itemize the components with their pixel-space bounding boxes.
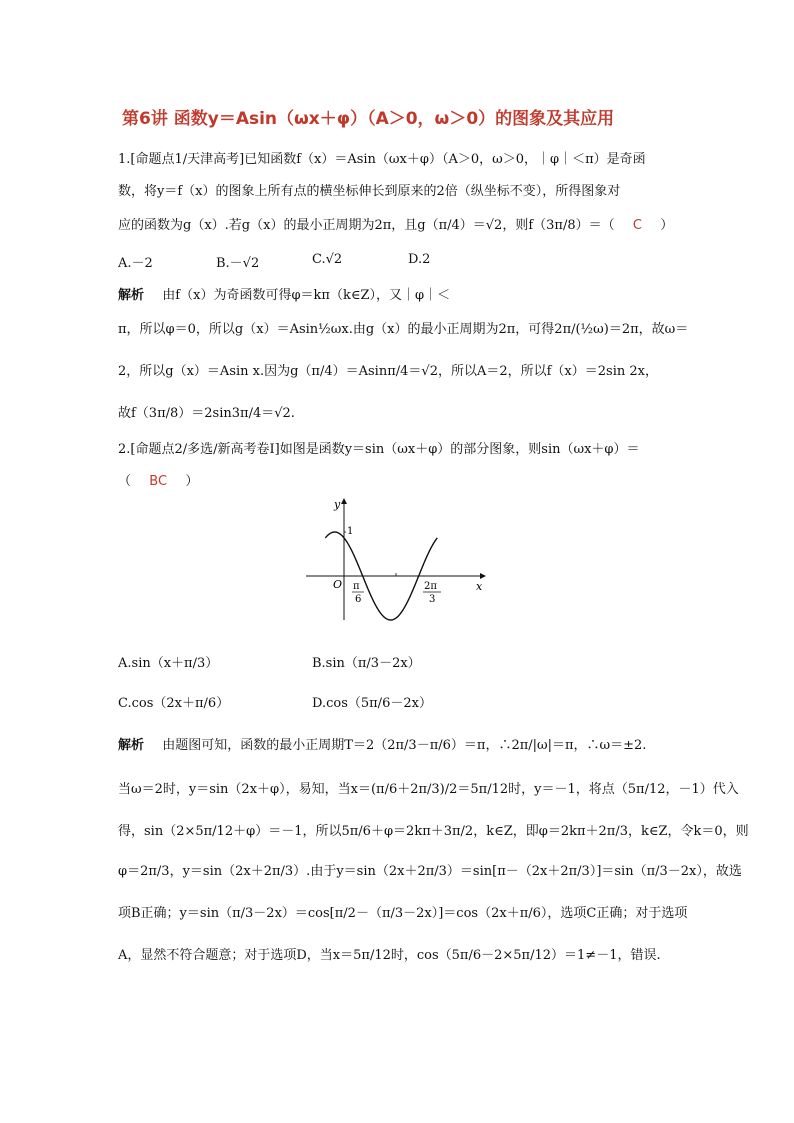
q2-stem-line2: [118, 470, 198, 489]
q2-analysis-line5: 项B正确；y＝sin（π/3－2x）＝cos[π/2－（π/3－2x）]＝cos（2x＋π/6），选项C正确；对于选项: [118, 906, 688, 921]
q2-analysis-line4: φ＝2π/3，y＝sin（2x＋2π/3）.由于y＝sin（2x＋2π/3）＝sin[π－（2x＋2π/3）]＝sin（π/3－2x），故选: [118, 864, 742, 879]
q2-open-paren: （: [118, 474, 132, 489]
origin-label: O: [333, 578, 343, 591]
q2-option-c: C.cos（2x＋π/6）: [118, 696, 230, 711]
q1-stem-line3: [118, 214, 673, 233]
q1-analysis-label: 解析: [118, 288, 145, 303]
q2-analysis-label: 解析: [118, 738, 145, 753]
q2-analysis-line2: 当ω＝2时，y＝sin（2x＋φ），易知，当x＝(π/6＋2π/3)/2＝5π/12时，y＝－1，将点（5π/12，－1）代入: [118, 782, 739, 797]
q1-stem-line2: 数，将y＝f（x）的图象上所有点的横坐标伸长到原来的2倍（纵坐标不变），所得图象对: [118, 184, 621, 199]
tick1-denominator: 6: [355, 594, 362, 605]
x-axis-arrow: [480, 573, 486, 579]
q2-option-d: D.cos（5π/6－2x）: [312, 696, 432, 711]
q2-stem-line1: 2.[命题点2/多选/新高考卷Ⅰ]如图是函数y＝sin（ωx＋φ）的部分图象，则sin（ωx＋φ）＝: [118, 442, 640, 457]
y-axis-label: y: [334, 498, 341, 511]
page-title: 第6讲 函数y＝Asin（ωx＋φ）（A＞0，ω＞0）的图象及其应用: [122, 109, 615, 129]
q1-analysis-line2: π，所以φ＝0，所以g（x）＝Asin½ωx.由g（x）的最小正周期为2π，可得2π/(½ω)＝2π，故ω＝: [118, 322, 689, 337]
q2-analysis-line6: A，显然不符合题意；对于选项D，当x＝5π/12时，cos（5π/6－2×5π/12）＝1≠－1，错误.: [118, 948, 661, 963]
q2-answer: BC: [149, 474, 168, 489]
q2-close-paren: ）: [185, 474, 199, 489]
q1-option-d: D.2: [408, 252, 431, 267]
q2-option-b: B.sin（π/3－2x）: [312, 656, 421, 671]
tick1-numerator: π: [353, 581, 360, 592]
x-axis-label: x: [476, 580, 483, 593]
tick2-numerator: 2π: [424, 581, 437, 592]
y-axis-arrow: [341, 498, 347, 504]
q1-option-a: A.－2: [118, 256, 153, 271]
q1-answer: C: [632, 218, 642, 233]
q2-analysis-text1: 由题图可知，函数的最小正周期T＝2（2π/3－π/6）＝π，∴2π/|ω|＝π，∴ω＝±2.: [162, 738, 647, 753]
q1-analysis-text1: 由f（x）为奇函数可得φ＝kπ（k∈Z），又｜φ｜＜: [162, 288, 451, 303]
tick2-denominator: 3: [429, 594, 436, 605]
q1-analysis-line1: [118, 284, 450, 303]
q2-analysis-line3: 得，sin（2×5π/12＋φ）＝－1，所以5π/6＋φ＝2kπ＋3π/2，k∈Z，即φ＝2kπ＋2π/3，k∈Z，令k＝0，则: [118, 824, 749, 839]
sine-graph: [300, 494, 490, 624]
q1-option-b: B.－√2: [216, 256, 260, 271]
q2-analysis-line1: [118, 734, 646, 753]
q1-close-paren: ）: [660, 218, 674, 233]
q2-option-a: A.sin（x＋π/3）: [118, 656, 219, 671]
q1-stem-text: 应的函数为g（x）.若g（x）的最小正周期为2π，且g（π/4）＝√2，则f（3π/8）＝（: [118, 218, 615, 233]
q1-analysis-line4: 故f（3π/8）＝2sin3π/4＝√2.: [118, 406, 295, 421]
q1-stem-line1: 1.[命题点1/天津高考]已知函数f（x）＝Asin（ωx＋φ）（A＞0，ω＞0，｜φ｜＜π）是奇函: [118, 152, 646, 167]
one-label: 1: [347, 526, 354, 537]
q1-analysis-line3: 2，所以g（x）＝Asin x.因为g（π/4）＝Asinπ/4＝√2，所以A＝2，所以f（x）＝2sin 2x，: [118, 364, 658, 379]
q1-option-c: C.√2: [312, 252, 343, 267]
